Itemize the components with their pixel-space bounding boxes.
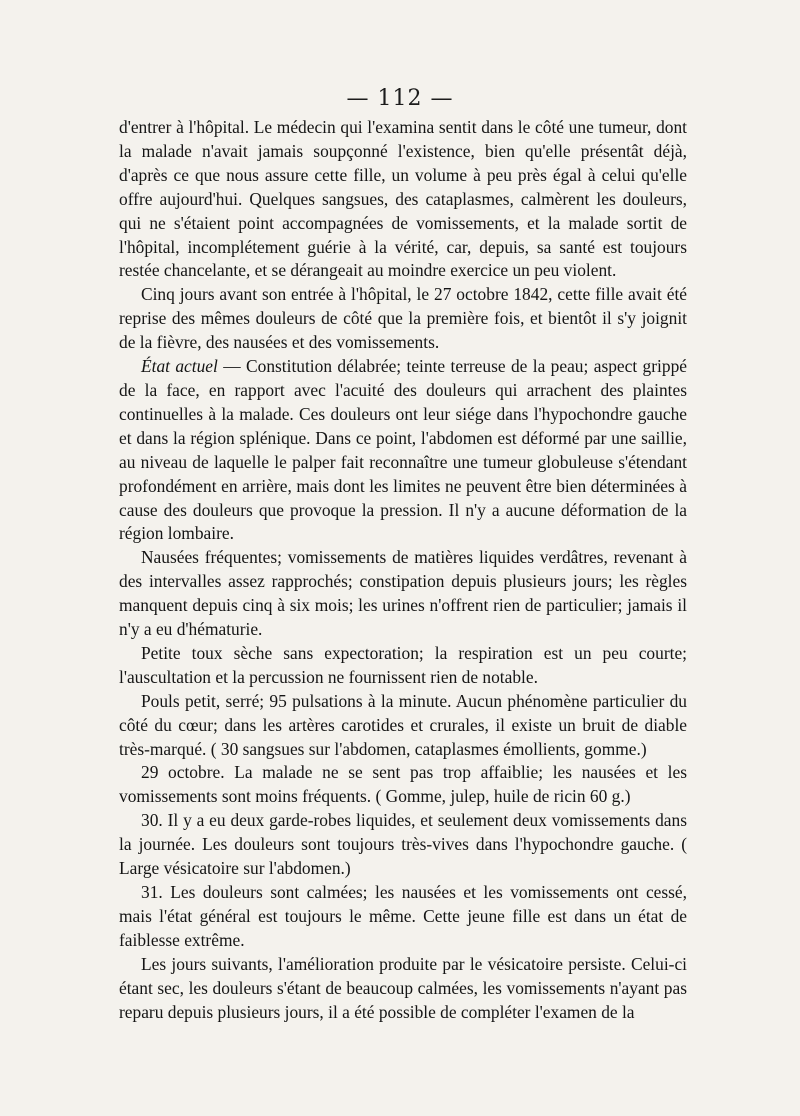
paragraph-8	[119, 809, 687, 881]
paragraph-9-text: 31. Les douleurs sont calmées; les nausées et les vomissements ont cessé, mais l'état général est toujours le même. Cette jeune fille est dans un état de faiblesse extrême.	[119, 882, 687, 950]
paragraph-1	[119, 116, 687, 283]
paragraph-8-text: 30. Il y a eu deux garde-robes liquides, et seulement deux vomissements dans la journée. Les douleurs sont toujours très-vives dans l'hypochondre gauche. ( Large vésicatoire sur l'abdomen.)	[119, 810, 687, 879]
paragraph-4	[119, 546, 687, 642]
paragraph-4-text: Nausées fréquentes; vomissements de matières liquides verdâtres, revenant à des intervalles assez rapprochés; constipation depuis plusieurs jours; les règles manquent depuis cinq à six mois; les urines n'offrent rien de particulier; jamais il n'y a eu d'hématurie.	[119, 547, 687, 640]
paragraph-2-text: Cinq jours avant son entrée à l'hôpital, le 27 octobre 1842, cette fille avait été reprise des mêmes douleurs de côté que la première fois, et bientôt il s'y joignit de la fièvre, des nausées et des vomissements.	[119, 284, 687, 353]
paragraph-1-text: d'entrer à l'hôpital. Le médecin qui l'examina sentit dans le côté une tumeur, dont la malade n'avait jamais soupçonné l'existence, bien qu'elle présentât déjà, d'après ce que nous assure cette fille, un volume à peu près égal à celui qu'elle offre aujourd'hui. Quelques sangsues, des cataplasmes, calmèrent les douleurs, qui ne s'étaient point accompagnées de vomissements, et la malade sortit de l'hôpital, incomplétement guérie à la vérité, car, depuis, sa santé est toujours restée chancelante, et se dérangeait au moindre exercice un peu violent.	[119, 117, 687, 281]
paragraph-7	[119, 761, 687, 809]
paragraph-6	[119, 690, 687, 762]
paragraph-5	[119, 642, 687, 690]
paragraph-10-text: Les jours suivants, l'amélioration produite par le vésicatoire persiste. Celui-ci étant sec, les douleurs s'étant de beaucoup calmées, les vomissements n'ayant pas reparu depuis plusieurs jours, il a été possible de compléter l'examen de la	[119, 953, 687, 1022]
paragraph-2	[119, 283, 687, 355]
paragraph-6-text: Pouls petit, serré; 95 pulsations à la minute. Aucun phénomène particulier du côté du cœur; dans les artères carotides et crurales, il existe un bruit de diable très-marqué. ( 30 sangsues sur l'abdomen, cataplasmes émollients, gomme.)	[119, 690, 687, 759]
paragraph-3-text: — Constitution délabrée; teinte terreuse de la peau; aspect grippé de la face, en rapport avec l'acuité des douleurs qui arrachent des plaintes continuelles à la malade. Ces douleurs ont leur siége dans l'hypochondre gauche et dans la région splénique. Dans ce point, l'abdomen est déformé par une saillie, au niveau de laquelle le palper fait reconnaître une tumeur globuleuse s'étendant profondément en arrière, mais dont les limites ne peuvent être bien déterminées à cause des douleurs que provoque la pression. Il n'y a aucune déformation de la région lombaire.	[119, 356, 687, 544]
paragraph-10	[119, 953, 687, 1025]
page-number: — 112 —	[346, 86, 454, 111]
body-text	[119, 116, 687, 1024]
paragraph-9	[119, 881, 687, 953]
paragraph-7-text: 29 octobre. La malade ne se sent pas trop affaiblie; les nausées et les vomissements sont moins fréquents. ( Gomme, julep, huile de ricin 60 g.)	[119, 762, 687, 807]
paragraph-5-text: Petite toux sèche sans expectoration; la respiration est un peu courte; l'auscultation et la percussion ne fournissent rien de notable.	[119, 642, 687, 687]
paragraph-3	[119, 355, 687, 546]
section-heading-etat-actuel: État actuel	[141, 356, 218, 377]
